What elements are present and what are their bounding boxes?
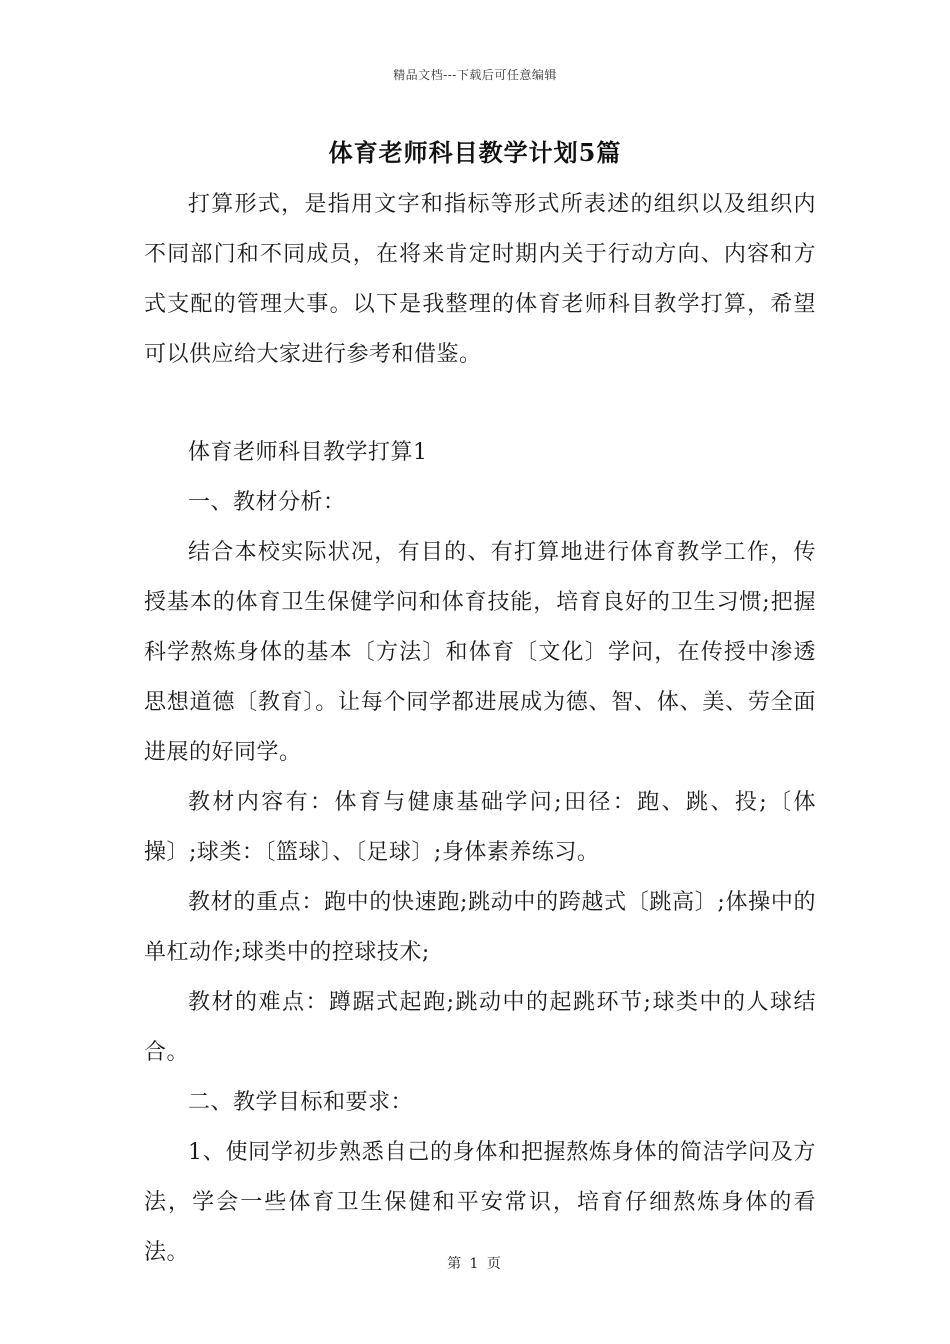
body-paragraph: 1、使同学初步熟悉自己的身体和把握熬炼身体的简洁学问及方法，学会一些体育卫生保健和平安常识，培育仔细熬炼身体的看法。	[144, 1140, 816, 1265]
body-paragraph: 教材内容有：体育与健康基础学问;田径：跑、跳、投;〔体操〕;球类：〔篮球〕、〔足球〕;身体素养练习。	[144, 790, 816, 865]
page-number: 第 1 页	[447, 1256, 503, 1272]
subsection-heading: 一、教材分析：	[188, 490, 346, 515]
document-body	[144, 180, 816, 1278]
page-header: 精品文档---下载后可任意编辑	[393, 68, 557, 82]
body-paragraph: 教材的难点：蹲踞式起跑;跳动中的起跳环节;球类中的人球结合。	[144, 990, 816, 1065]
body-paragraph: 教材的重点：跑中的快速跑;跳动中的跨越式〔跳高〕;体操中的单杠动作;球类中的控球技术;	[144, 890, 816, 965]
document-title: 体育老师科目教学计划5篇	[328, 138, 622, 167]
intro-paragraph: 打算形式，是指用文字和指标等形式所表述的组织以及组织内不同部门和不同成员，在将来肯定时期内关于行动方向、内容和方式支配的管理大事。以下是我整理的体育老师科目教学打算，希望可以供应给大家进行参考和借鉴。	[144, 192, 816, 367]
section-heading: 体育老师科目教学打算1	[188, 440, 428, 465]
body-paragraph: 结合本校实际状况，有目的、有打算地进行体育教学工作，传授基本的体育卫生保健学问和体育技能，培育良好的卫生习惯;把握科学熬炼身体的基本〔方法〕和体育〔文化〕学问，在传授中渗透思想道德〔教育〕。让每个同学都进展成为德、智、体、美、劳全面进展的好同学。	[144, 540, 816, 765]
subsection-heading: 二、教学目标和要求：	[188, 1090, 414, 1115]
